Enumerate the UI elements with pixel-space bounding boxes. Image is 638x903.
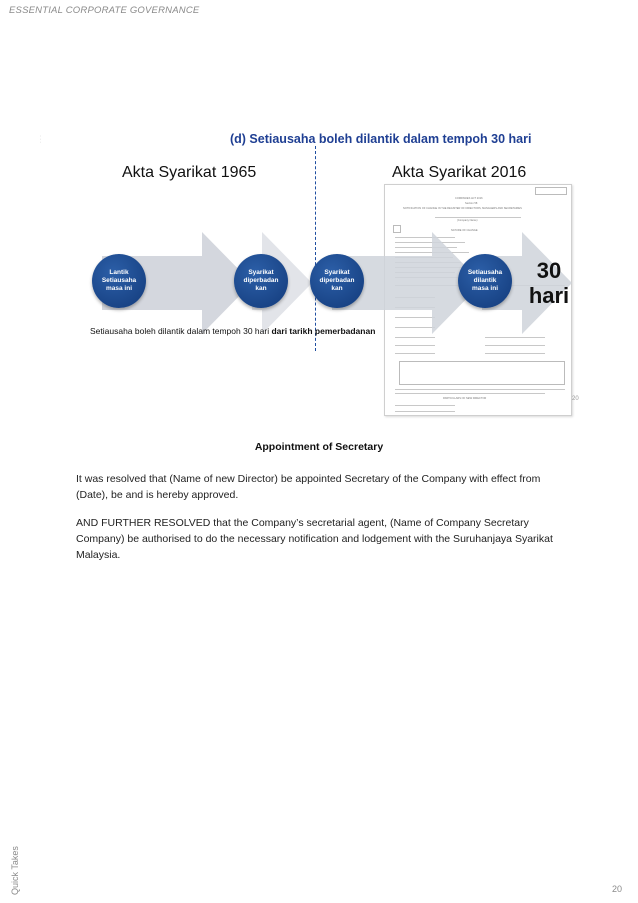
step-1-circle: Lantik Setiausaha masa ini [92,254,146,308]
thirty-days-label: 30 hari [528,258,570,309]
resolution-paragraph-2: AND FURTHER RESOLVED that the Company’s secretarial agent, (Name of Company Secretary Company) be authorised to do the necessary notification and lodgement with the Suruhanjaya Syarikat Malaysia. [76,517,553,561]
divider-dashed-line [315,146,316,351]
faint-margin-mark: · · · [38,135,44,143]
page-number: 20 [611,884,622,894]
slide-image [62,128,582,418]
side-label: Quick Takes [10,846,20,895]
slide-title: (d) Setiausaha boleh dilantik dalam tempoh 30 hari [230,132,532,146]
resolution-paragraph-1: It was resolved that (Name of new Director) be appointed Secretary of the Company with effect from (Date), be and is hereby approved. [76,473,541,501]
step-4-circle: Setiausaha dilantik masa ini [458,254,512,308]
step-2-circle: Syarikat diperbadan kan [234,254,288,308]
akta-2016-heading: Akta Syarikat 2016 [392,164,527,181]
form-thumbnail: COMPANIES ACT 2016 Section 58 NOTIFICATION OF CHANGE IN THE REGISTER OF DIRECTORS, MANAGERS AND SECRETARIES (Company Name) NATURE OF CHANGE PARTICULARS OF NEW DIRECTOR [384,184,572,416]
akta-1965-heading: Akta Syarikat 1965 [122,164,257,181]
running-header: ESSENTIAL CORPORATE GOVERNANCE [9,5,200,16]
slide-number: 20 [572,396,579,402]
slide-caption: Setiausaha boleh dilantik dalam tempoh 30 hari dari tarikh pemerbadanan [90,326,376,336]
resolution-title: Appointment of Secretary [254,441,384,453]
step-3-circle: Syarikat diperbadan kan [310,254,364,308]
